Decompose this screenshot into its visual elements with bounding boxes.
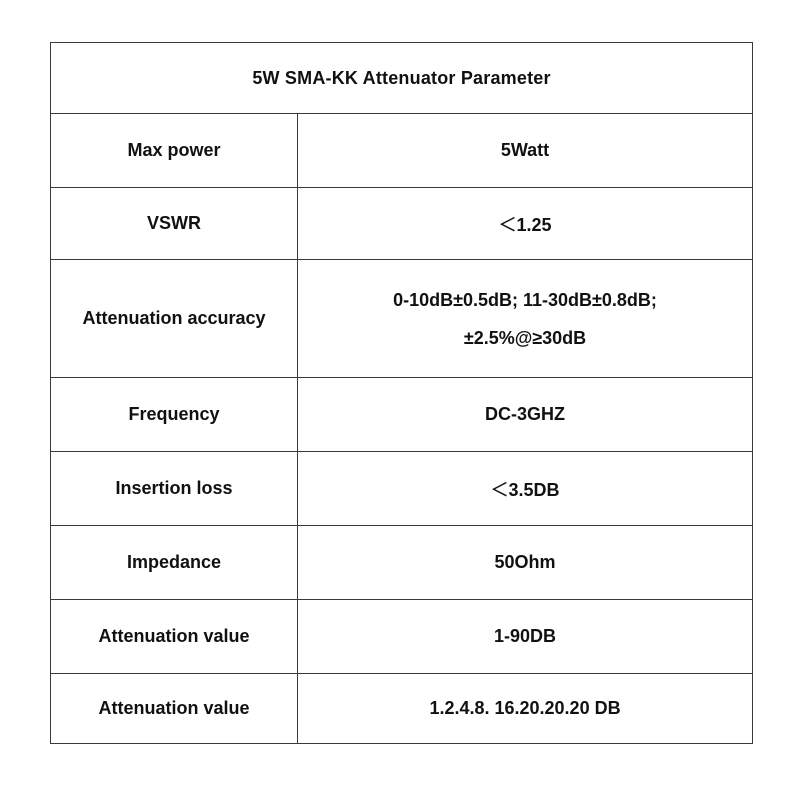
param-label: VSWR xyxy=(51,188,298,260)
param-label: Insertion loss xyxy=(51,452,298,526)
param-label: Impedance xyxy=(51,526,298,600)
table-row-frequency xyxy=(51,378,753,452)
param-label: Attenuation value xyxy=(51,600,298,674)
table-row-insertion-loss xyxy=(51,452,753,526)
param-value: DC-3GHZ xyxy=(298,378,753,452)
table-title-row xyxy=(51,43,753,114)
param-value: ＜1.25 xyxy=(298,188,753,260)
param-label: Frequency xyxy=(51,378,298,452)
param-value xyxy=(298,260,753,378)
param-value: 50Ohm xyxy=(298,526,753,600)
table-row-attenuation-value xyxy=(51,600,753,674)
attenuator-parameter-table xyxy=(50,42,753,744)
table-title: 5W SMA-KK Attenuator Parameter xyxy=(51,43,753,114)
table-row-vswr xyxy=(51,188,753,260)
param-value-line: 0-10dB±0.5dB; 11-30dB±0.8dB; xyxy=(393,289,657,310)
table-row-attenuation-value-steps xyxy=(51,674,753,744)
param-value: 1.2.4.8. 16.20.20.20 DB xyxy=(298,674,753,744)
param-value-line: ±2.5%@≥30dB xyxy=(463,327,587,348)
param-value: 1-90DB xyxy=(298,600,753,674)
table-row-impedance xyxy=(51,526,753,600)
param-value: 5Watt xyxy=(298,114,753,188)
table-row-max-power xyxy=(51,114,753,188)
param-label: Max power xyxy=(51,114,298,188)
table-row-attenuation-accuracy xyxy=(51,260,753,378)
param-value: ＜3.5DB xyxy=(298,452,753,526)
param-label: Attenuation accuracy xyxy=(51,260,298,378)
param-label: Attenuation value xyxy=(51,674,298,744)
